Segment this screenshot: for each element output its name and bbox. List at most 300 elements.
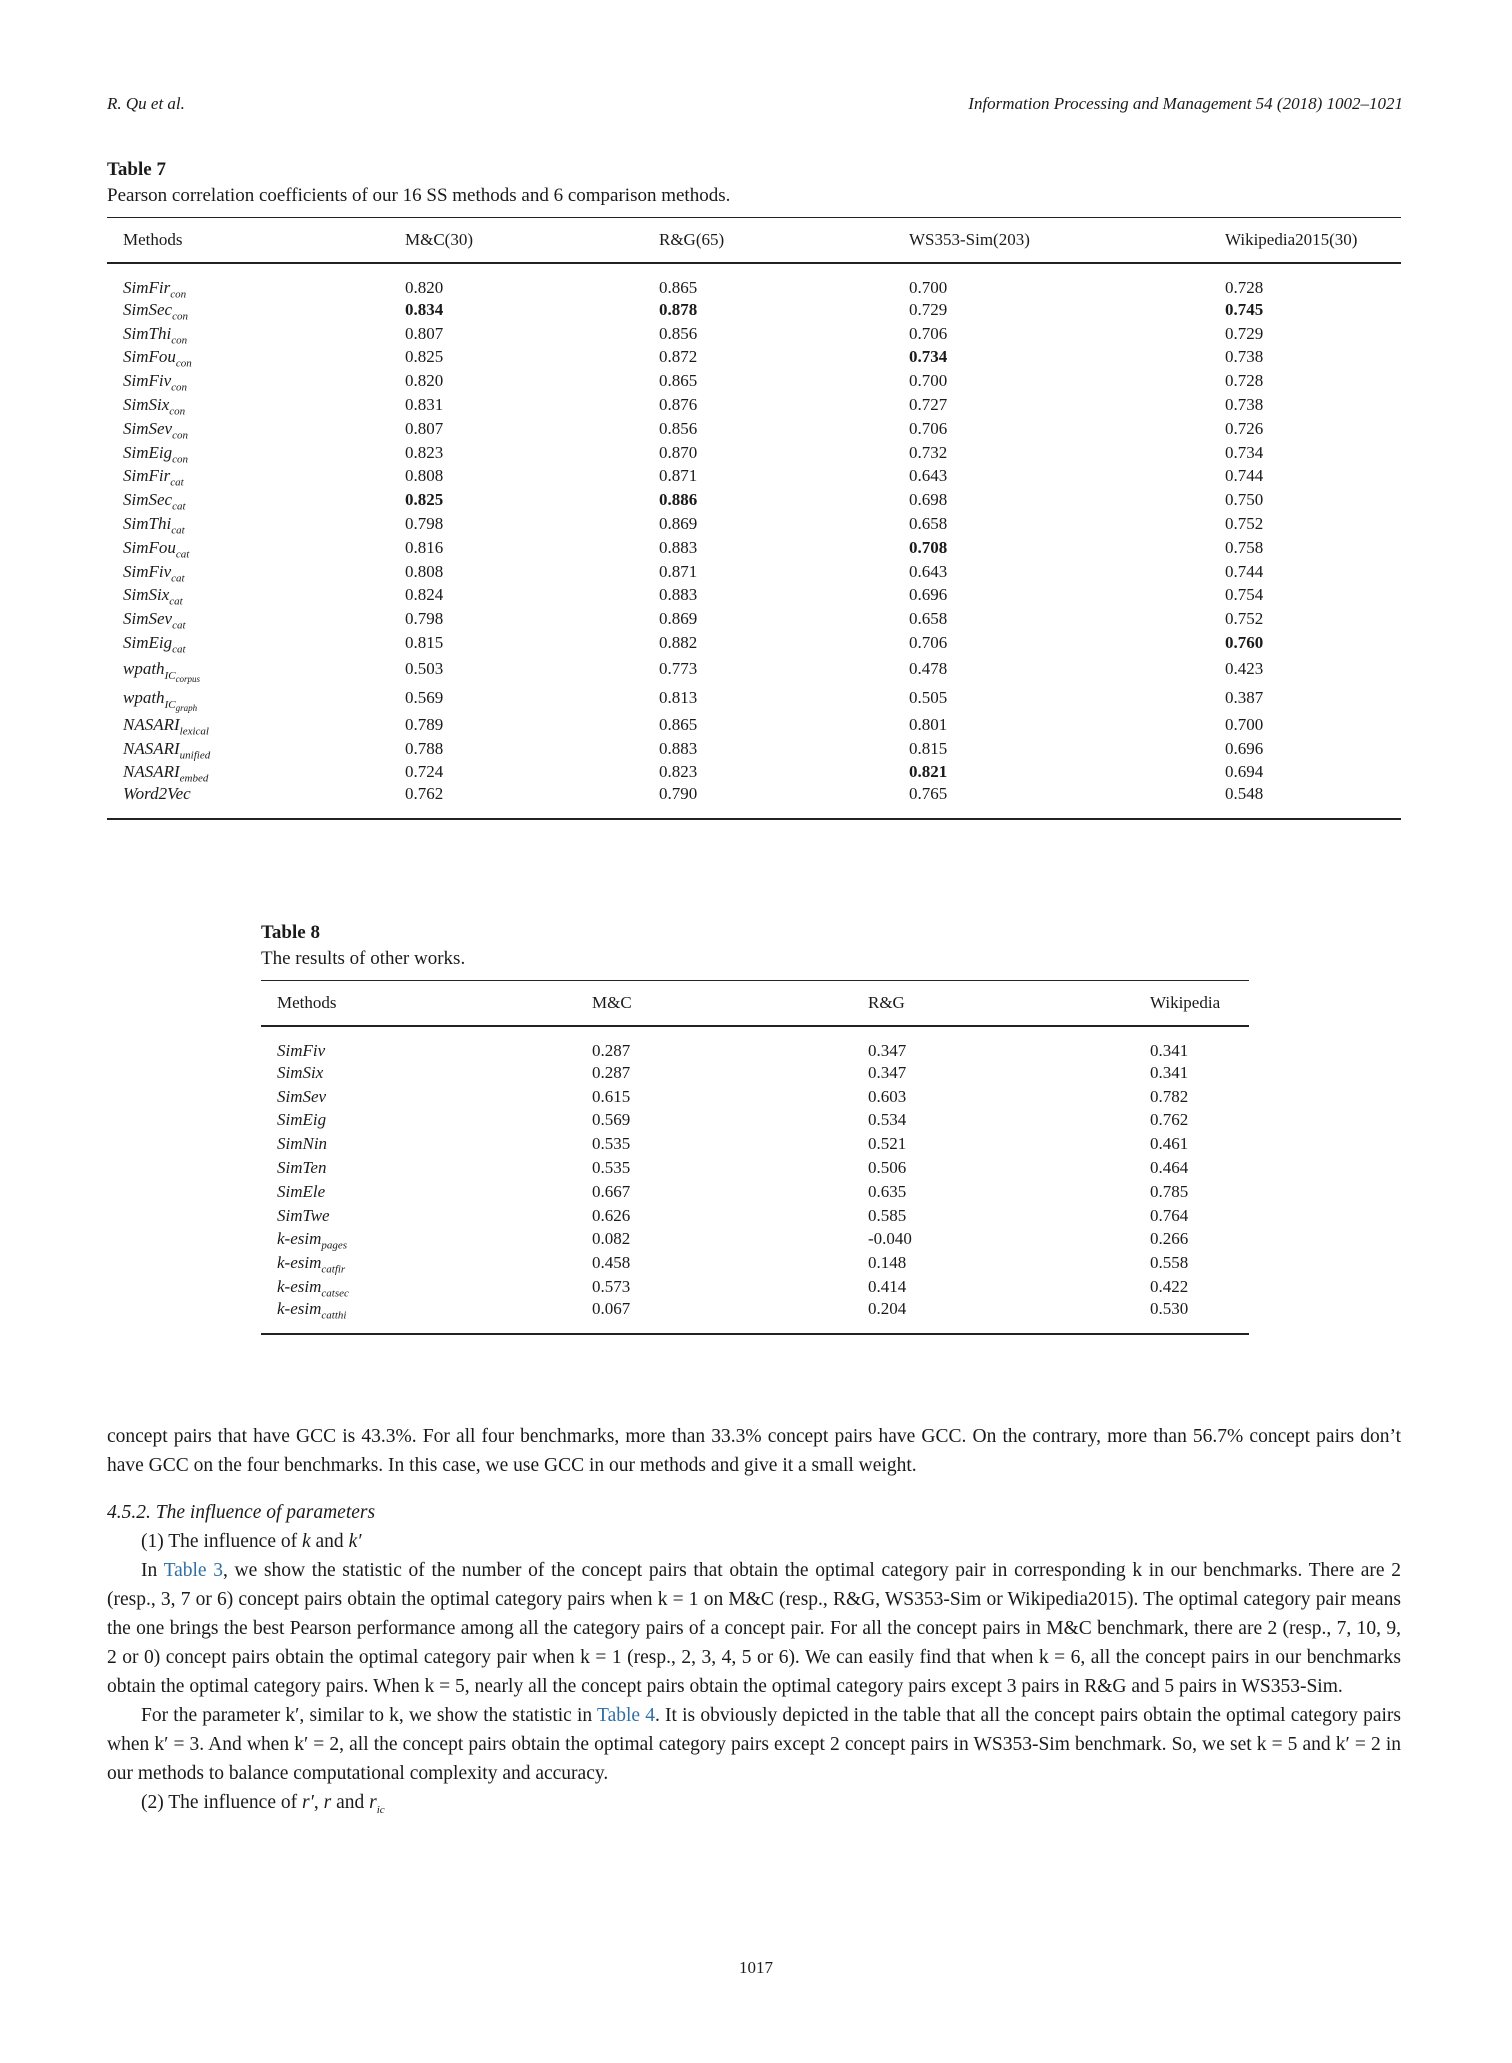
method-cell: [261, 1109, 576, 1133]
subscript-text: con: [172, 429, 188, 442]
table-row: [107, 761, 1401, 785]
value-cell: 0.626: [592, 1205, 631, 1225]
value-cell: 0.738: [1225, 395, 1264, 415]
value-cell: 0.773: [659, 659, 698, 679]
method-cell: [107, 631, 389, 655]
method-name: SimTen: [277, 1158, 327, 1178]
value-cell: 0.789: [405, 714, 444, 734]
value-cell: 0.882: [659, 633, 698, 653]
subscript-text: con: [172, 453, 188, 466]
method-subscript: [171, 382, 187, 394]
method-subscript: [180, 725, 209, 737]
value-cell: 0.458: [592, 1253, 631, 1273]
method-name: k-esim: [277, 1298, 322, 1318]
value-cell: 0.615: [592, 1086, 631, 1106]
value-cell: 0.744: [1225, 466, 1264, 486]
subheading-text: (1) The influence of: [141, 1531, 302, 1552]
value-cell: 0.870: [659, 442, 698, 462]
paragraph-text: , we show the statistic of the number of the concept pairs that obtain the optimal category pair in corresponding k in our benchmarks. There are 2 (resp., 3, 7 or 6) concept pairs obtain the optimal category pairs when k = 1 on M&C (resp., R&G, WS353-Sim or Wikipedia2015). The optimal category pair means the one brings the best Pearson performance among all the category pairs of a concept pair. For all the concept pairs in M&C benchmark, there are 2 (resp., 7, 10, 9, 2 or 0) concept pairs obtain the optimal category pair when k = 1 (resp., 2, 3, 4, 5 or 6). We can easily find that when k = 6, all the concept pairs in our benchmarks obtain the optimal category pairs. When k = 5, nearly all the concept pairs obtain the optimal category pairs except 3 pairs in R&G and 5 pairs in WS353-Sim.: [107, 1560, 1401, 1697]
subscript-text: con: [169, 405, 186, 418]
symbol: k′: [348, 1531, 362, 1552]
value-cell: 0.696: [1225, 738, 1264, 758]
method-cell: [261, 1299, 576, 1334]
value-cell: 0.535: [592, 1158, 631, 1178]
value-cell: 0.732: [909, 442, 948, 462]
value-cell: 0.341: [1150, 1062, 1189, 1082]
method-subscript: [176, 548, 189, 560]
value-cell: 0.694: [1225, 762, 1264, 782]
value-cell: 0.825: [405, 347, 444, 367]
value-cell: 0.534: [868, 1110, 907, 1130]
value-cell: 0.728: [1225, 278, 1264, 297]
value-cell: 0.820: [405, 371, 444, 391]
method-cell: [261, 1180, 576, 1204]
value-cell: 0.785: [1150, 1181, 1189, 1201]
method-subscript: [170, 477, 183, 489]
column-header: M&C(30): [389, 218, 643, 264]
subheading-text: ,: [313, 1792, 324, 1813]
subscript-text: cat: [172, 643, 186, 656]
section-heading: 4.5.2. The influence of parameters: [107, 1502, 376, 1523]
value-cell: 0.287: [592, 1041, 631, 1060]
value-cell: 0.760: [1225, 633, 1264, 653]
table-row: [107, 417, 1401, 441]
subscript-text: cat: [171, 524, 185, 537]
subscript-text: IC: [164, 698, 176, 711]
method-name: SimThi: [123, 514, 172, 534]
method-subscript: [321, 1240, 347, 1252]
value-cell: 0.856: [659, 323, 698, 343]
value-cell: 0.706: [909, 418, 948, 438]
method-cell: [107, 512, 389, 536]
column-header: M&C: [576, 981, 852, 1027]
paragraph-text: For the parameter k′, similar to k, we show the statistic in: [141, 1705, 598, 1726]
table-row: [107, 584, 1401, 608]
page-number: 1017: [739, 1958, 773, 1977]
method-cell: [261, 1132, 576, 1156]
value-cell: 0.341: [1150, 1041, 1189, 1060]
value-cell: 0.266: [1150, 1229, 1189, 1249]
method-name: k-esim: [277, 1277, 322, 1297]
value-cell: 0.865: [659, 714, 698, 734]
value-cell: 0.883: [659, 585, 698, 605]
value-cell: 0.643: [909, 561, 948, 581]
method-cell: [107, 346, 389, 370]
method-cell: [261, 1026, 576, 1061]
value-cell: 0.813: [659, 688, 698, 708]
subscript-text: cat: [169, 595, 183, 608]
method-name: Word2Vec: [123, 784, 191, 804]
method-cell: [107, 607, 389, 631]
value-cell: 0.798: [405, 609, 444, 629]
value-cell: 0.727: [909, 395, 948, 415]
method-name: SimSec: [123, 299, 173, 319]
value-cell: 0.807: [405, 323, 444, 343]
value-cell: 0.635: [868, 1181, 907, 1201]
value-cell: 0.788: [405, 738, 444, 758]
value-cell: 0.585: [868, 1205, 907, 1225]
table-caption: The results of other works.: [261, 948, 466, 969]
value-cell: 0.745: [1225, 299, 1264, 319]
subscript-text: cat: [172, 500, 186, 513]
value-cell: 0.204: [868, 1298, 907, 1318]
subscript-text: con: [171, 334, 188, 347]
value-cell: 0.821: [909, 762, 948, 782]
method-name: SimFiv: [277, 1041, 326, 1060]
method-name: SimSev: [277, 1086, 327, 1106]
value-cell: 0.643: [909, 466, 948, 486]
value-cell: 0.569: [592, 1110, 631, 1130]
method-name: SimSev: [123, 609, 173, 629]
value-cell: 0.530: [1150, 1298, 1189, 1318]
subscript-text: cat: [172, 619, 186, 632]
value-cell: 0.808: [405, 561, 444, 581]
value-cell: 0.734: [909, 347, 948, 367]
method-cell: [107, 536, 389, 560]
table-label: Table 7: [107, 159, 166, 180]
value-cell: 0.503: [405, 659, 444, 679]
method-cell: [261, 1085, 576, 1109]
body-text: [107, 1422, 1401, 1817]
value-cell: 0.423: [1225, 659, 1264, 679]
method-cell: [107, 560, 389, 584]
value-cell: 0.738: [1225, 347, 1264, 367]
value-cell: 0.823: [659, 762, 698, 782]
subheading-text: and: [331, 1792, 370, 1813]
table-row: [261, 1156, 1249, 1180]
method-subscript: [172, 643, 185, 655]
value-cell: 0.869: [659, 609, 698, 629]
method-name: NASARI: [123, 738, 180, 758]
subscript-text: con: [175, 357, 192, 370]
symbol: r: [323, 1792, 332, 1813]
subscript-text: cat: [171, 572, 185, 585]
value-cell: 0.569: [405, 688, 444, 708]
method-name: SimEig: [123, 633, 173, 653]
value-cell: 0.734: [1225, 442, 1264, 462]
table-row: [107, 369, 1401, 393]
method-name: SimEig: [277, 1110, 327, 1130]
method-cell: [107, 737, 389, 761]
subscript-text: con: [172, 310, 188, 323]
method-name: SimThi: [123, 323, 172, 343]
value-cell: 0.782: [1150, 1086, 1189, 1106]
method-subscript: [171, 524, 184, 536]
value-cell: 0.878: [659, 299, 698, 319]
method-name: k-esim: [277, 1229, 322, 1249]
table-row: [261, 1275, 1249, 1299]
column-header: R&G: [852, 981, 1134, 1027]
subscript-text: catsec: [321, 1287, 349, 1300]
subscript-text: catthi: [321, 1309, 347, 1322]
value-cell: 0.815: [909, 738, 948, 758]
value-cell: 0.696: [909, 585, 948, 605]
running-header-journal: Information Processing and Management 54 (2018) 1002–1021: [968, 94, 1403, 113]
method-name: SimFir: [123, 466, 171, 486]
value-cell: 0.505: [909, 688, 948, 708]
method-name: SimSix: [123, 585, 170, 605]
value-cell: 0.729: [909, 299, 948, 319]
table-row: [107, 607, 1401, 631]
value-cell: 0.461: [1150, 1134, 1189, 1154]
method-name: SimEle: [277, 1181, 326, 1201]
method-name: SimSec: [123, 490, 173, 510]
value-cell: 0.558: [1150, 1253, 1189, 1273]
method-subscript: [321, 1264, 345, 1276]
method-subscript: [172, 620, 185, 632]
value-cell: 0.726: [1225, 418, 1264, 438]
subscript-text: cat: [175, 548, 190, 561]
method-cell: [261, 1156, 576, 1180]
method-name: SimFou: [123, 537, 176, 557]
value-cell: 0.422: [1150, 1277, 1189, 1297]
value-cell: 0.764: [1150, 1205, 1189, 1225]
value-cell: 0.603: [868, 1086, 907, 1106]
table-row: [261, 1085, 1249, 1109]
value-cell: 0.883: [659, 738, 698, 758]
table-row: [107, 655, 1401, 684]
subscript-text: catfir: [321, 1263, 346, 1276]
column-header: WS353-Sim(203): [893, 218, 1209, 264]
value-cell: 0.506: [868, 1158, 907, 1178]
value-cell: 0.744: [1225, 561, 1264, 581]
value-cell: 0.706: [909, 633, 948, 653]
method-cell: [107, 263, 389, 301]
method-subscript: [170, 288, 186, 300]
value-cell: 0.808: [405, 466, 444, 486]
value-cell: -0.040: [868, 1229, 912, 1249]
method-subscript: [171, 572, 184, 584]
method-name: SimTwe: [277, 1205, 330, 1225]
table-7: [107, 157, 1401, 820]
value-cell: 0.865: [659, 371, 698, 391]
value-cell: 0.667: [592, 1181, 631, 1201]
table-4-link[interactable]: Table 4: [597, 1705, 655, 1726]
method-subscript: [172, 429, 188, 441]
table-row: [107, 488, 1401, 512]
value-cell: 0.801: [909, 714, 948, 734]
symbol: r: [369, 1792, 377, 1813]
value-cell: 0.700: [909, 371, 948, 391]
subscript-text: unified: [179, 749, 211, 762]
table-row: [107, 536, 1401, 560]
table-row: [261, 1132, 1249, 1156]
method-subscript: [321, 1287, 348, 1299]
value-cell: 0.869: [659, 514, 698, 534]
value-cell: 0.790: [659, 784, 698, 804]
value-cell: 0.765: [909, 784, 948, 804]
value-cell: 0.387: [1225, 688, 1264, 708]
method-subscript: [180, 773, 209, 785]
value-cell: 0.724: [405, 762, 444, 782]
column-header: Methods: [107, 218, 389, 264]
table-row: [107, 393, 1401, 417]
value-cell: 0.886: [659, 490, 698, 510]
method-subscript: [169, 596, 182, 608]
value-cell: 0.816: [405, 537, 444, 557]
value-cell: 0.698: [909, 490, 948, 510]
value-cell: 0.067: [592, 1298, 631, 1318]
table-row: [107, 560, 1401, 584]
method-cell: [261, 1275, 576, 1299]
method-cell: [107, 584, 389, 608]
method-name: NASARI: [123, 762, 180, 782]
table-row: [107, 631, 1401, 655]
subscript-text: cat: [170, 476, 184, 489]
symbol-subscript: ic: [376, 1803, 385, 1816]
column-header: Wikipedia2015(30): [1209, 218, 1401, 264]
table-caption: Pearson correlation coefficients of our 16 SS methods and 6 comparison methods.: [107, 185, 731, 206]
method-subscript: [164, 669, 201, 685]
value-cell: 0.535: [592, 1134, 631, 1154]
method-subscript: [176, 358, 192, 370]
method-subscript: [172, 453, 188, 465]
value-cell: 0.871: [659, 466, 698, 486]
value-cell: 0.706: [909, 323, 948, 343]
value-cell: 0.752: [1225, 609, 1264, 629]
method-name: SimSix: [123, 395, 170, 415]
paragraph-text: In: [141, 1560, 164, 1581]
method-cell: [107, 417, 389, 441]
method-name: k-esim: [277, 1253, 322, 1273]
method-name: SimFir: [123, 278, 171, 297]
table-8: [261, 920, 1249, 1335]
value-cell: 0.807: [405, 418, 444, 438]
subheading-text: and: [310, 1531, 349, 1552]
value-cell: 0.824: [405, 585, 444, 605]
value-cell: 0.658: [909, 514, 948, 534]
method-subscript: [164, 698, 198, 714]
method-cell: [107, 441, 389, 465]
subscript-text: pages: [321, 1239, 348, 1252]
method-cell: [107, 465, 389, 489]
value-cell: 0.700: [1225, 714, 1264, 734]
method-subscript: [180, 749, 211, 761]
table-row: [107, 684, 1401, 713]
table-row: [261, 1180, 1249, 1204]
method-name: wpath: [123, 688, 165, 708]
value-cell: 0.347: [868, 1041, 907, 1060]
paragraph: [107, 1556, 1401, 1701]
method-cell: [107, 713, 389, 737]
method-subscript: [321, 1309, 346, 1321]
subheading-text: (2) The influence of: [141, 1792, 302, 1813]
subscript-text: IC: [164, 669, 176, 682]
value-cell: 0.414: [868, 1277, 907, 1297]
method-name: SimFiv: [123, 371, 172, 391]
table-row: [107, 713, 1401, 737]
paragraph: concept pairs that have GCC is 43.3%. For all four benchmarks, more than 33.3% concept pairs have GCC. On the contrary, more than 56.7% concept pairs don’t have GCC on the four benchmarks. In this case, we use GCC in our methods and give it a small weight.: [107, 1426, 1401, 1476]
table-row: [261, 1251, 1249, 1275]
value-cell: 0.728: [1225, 371, 1264, 391]
method-name: SimNin: [277, 1134, 328, 1154]
table-row: [107, 737, 1401, 761]
table-label: Table 8: [261, 922, 320, 943]
method-cell: [107, 684, 389, 713]
method-cell: [107, 393, 389, 417]
value-cell: 0.825: [405, 490, 444, 510]
value-cell: 0.831: [405, 395, 444, 415]
method-cell: [107, 298, 389, 322]
method-cell: [261, 1251, 576, 1275]
method-name: SimSev: [123, 418, 173, 438]
column-header: Wikipedia: [1134, 981, 1249, 1027]
method-cell: [107, 322, 389, 346]
method-cell: [261, 1061, 576, 1085]
subscript-text: lexical: [179, 725, 209, 738]
method-name: SimFou: [123, 347, 176, 367]
paragraph: [107, 1701, 1401, 1788]
value-cell: 0.823: [405, 442, 444, 462]
value-cell: 0.464: [1150, 1158, 1189, 1178]
value-cell: 0.148: [868, 1253, 907, 1273]
table-row: [261, 1299, 1249, 1334]
value-cell: 0.729: [1225, 323, 1264, 343]
value-cell: 0.871: [659, 561, 698, 581]
method-subscript: [172, 310, 188, 322]
value-cell: 0.708: [909, 537, 948, 557]
value-cell: 0.798: [405, 514, 444, 534]
method-sub-subscript: graph: [175, 703, 198, 714]
value-cell: 0.750: [1225, 490, 1264, 510]
value-cell: 0.872: [659, 347, 698, 367]
column-header: Methods: [261, 981, 576, 1027]
value-cell: 0.758: [1225, 537, 1264, 557]
subscript-text: con: [171, 381, 188, 394]
value-cell: 0.700: [909, 278, 948, 297]
value-cell: 0.752: [1225, 514, 1264, 534]
value-cell: 0.521: [868, 1134, 907, 1154]
table-row: [107, 441, 1401, 465]
method-cell: [107, 761, 389, 785]
symbol: r′: [302, 1792, 314, 1813]
table-row: [107, 298, 1401, 322]
method-name: SimEig: [123, 442, 173, 462]
value-cell: 0.082: [592, 1229, 631, 1249]
method-subscript: [171, 334, 187, 346]
value-cell: 0.820: [405, 278, 444, 297]
value-cell: 0.478: [909, 659, 948, 679]
running-header-authors: R. Qu et al.: [107, 94, 185, 113]
value-cell: 0.883: [659, 537, 698, 557]
method-name: NASARI: [123, 714, 180, 734]
table-row: [107, 784, 1401, 819]
symbol: k: [302, 1531, 311, 1552]
column-header: R&G(65): [643, 218, 893, 264]
table-row: [261, 1228, 1249, 1252]
value-cell: 0.548: [1225, 784, 1264, 804]
table-row: [107, 322, 1401, 346]
table-row: [261, 1204, 1249, 1228]
paragraph-text: . It is obviously depicted in the table that all the concept pairs obtain the optimal category pairs when k′ = 3. And when k′ = 2, all the concept pairs obtain the optimal category pairs except 2 concept pairs in WS353-Sim benchmark. So, we set k = 5 and k′ = 2 in our methods to balance computational complexity and accuracy.: [107, 1705, 1401, 1784]
table-3-link[interactable]: Table 3: [163, 1560, 224, 1581]
results-table: [107, 217, 1401, 820]
method-cell: [107, 655, 389, 684]
method-name: wpath: [123, 659, 165, 679]
table-row: [261, 1061, 1249, 1085]
method-name: SimFiv: [123, 561, 172, 581]
table-row: [107, 346, 1401, 370]
method-cell: [261, 1228, 576, 1252]
method-subscript: [169, 405, 185, 417]
value-cell: 0.573: [592, 1277, 631, 1297]
method-cell: [107, 488, 389, 512]
subheading: [107, 1788, 1401, 1817]
table-row: [261, 1026, 1249, 1061]
value-cell: 0.815: [405, 633, 444, 653]
value-cell: 0.762: [1150, 1110, 1189, 1130]
method-name: SimSix: [277, 1062, 324, 1082]
